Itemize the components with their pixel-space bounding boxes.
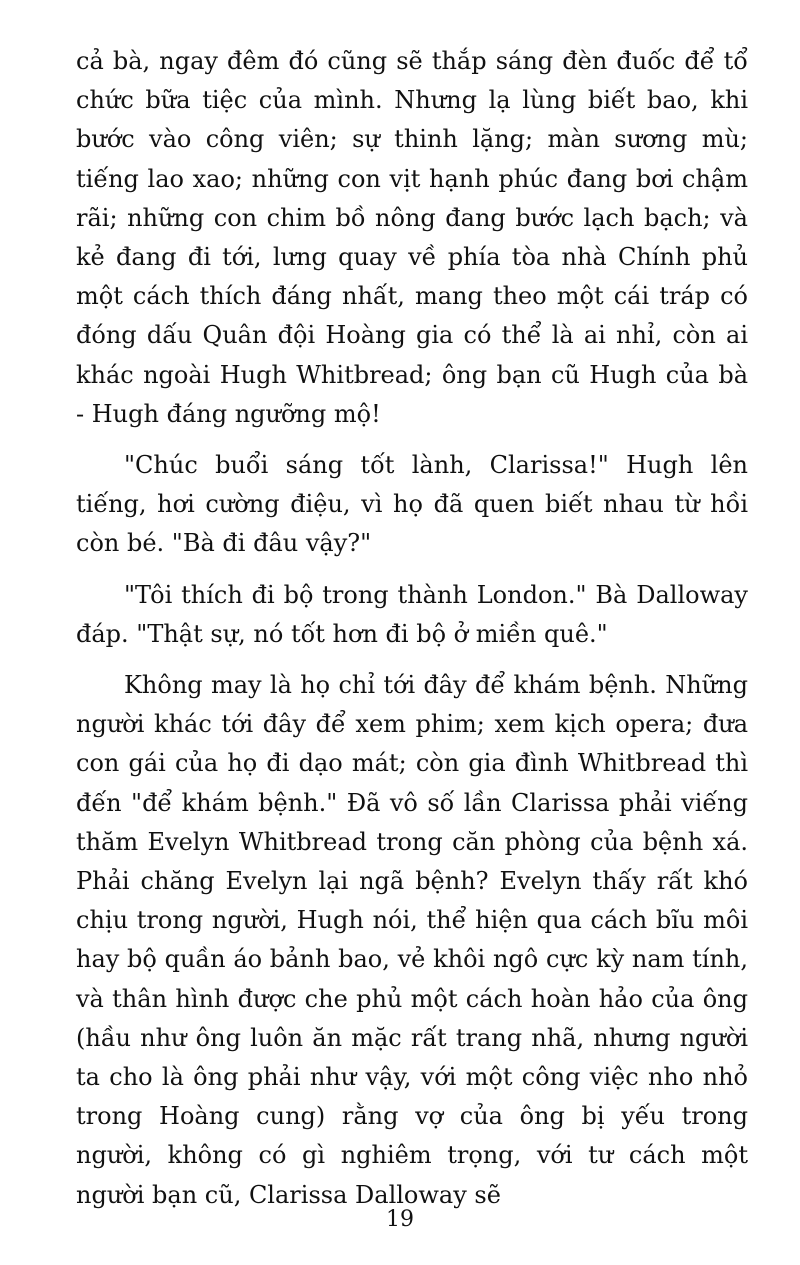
paragraph-3: "Tôi thích đi bộ trong thành London." Bà Dalloway đáp. "Thật sự, nó tốt hơn đi bộ ở miền quê." [76,580,748,648]
paragraph-1: cả bà, ngay đêm đó cũng sẽ thắp sáng đèn đuốc để tổ chức bữa tiệc của mình. Nhưng lạ lùng biết bao, khi bước vào công viên; sự thinh lặng; màn sương mù; tiếng lao xao; những con vịt hạnh phúc đang bơi chậm rãi; những con chim bồ nông đang bước lạch bạch; và kẻ đang đi tới, lưng quay về phía tòa nhà Chính phủ một cách thích đáng nhất, mang theo một cái tráp có đóng dấu Quân đội Hoàng gia có thể là ai nhỉ, còn ai khác ngoài Hugh Whitbread; ông bạn cũ Hugh của bà - Hugh đáng ngưỡng mộ! [76,47,748,428]
paragraph-2: "Chúc buổi sáng tốt lành, Clarissa!" Hugh lên tiếng, hơi cường điệu, vì họ đã quen biết nhau từ hồi còn bé. "Bà đi đâu vậy?" [76,451,748,558]
body-text [76,42,748,1215]
page-number: 19 [386,1207,414,1232]
paragraph-4: Không may là họ chỉ tới đây để khám bệnh. Những người khác tới đây để xem phim; xem kịch opera; đưa con gái của họ đi dạo mát; còn gia đình Whitbread thì đến "để khám bệnh." Đã vô số lần Clarissa phải viếng thăm Evelyn Whitbread trong căn phòng của bệnh xá. Phải chăng Evelyn lại ngã bệnh? Evelyn thấy rất khó chịu trong người, Hugh nói, thể hiện qua cách bĩu môi hay bộ quần áo bảnh bao, vẻ khôi ngô cực kỳ nam tính, và thân hình được che phủ một cách hoàn hảo của ông (hầu như ông luôn ăn mặc rất trang nhã, nhưng người ta cho là ông phải như vậy, với một công việc nho nhỏ trong Hoàng cung) rằng vợ của ông bị yếu trong người, không có gì nghiêm trọng, với tư cách một người bạn cũ, Clarissa Dalloway sẽ [76,671,748,1209]
